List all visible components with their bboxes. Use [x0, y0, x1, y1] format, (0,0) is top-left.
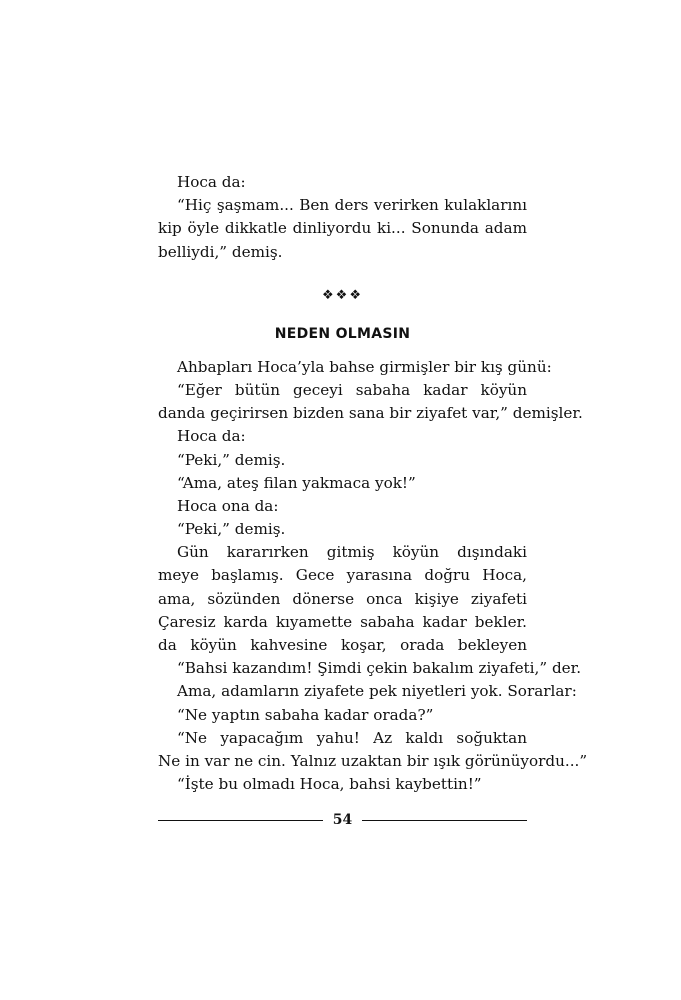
- text-line: “Hiç şaşmam... Ben ders verirken kulaklarını: [177, 196, 527, 215]
- text-line: “İşte bu olmadı Hoca, bahsi kaybettin!”: [177, 775, 482, 794]
- footer-rule-left: [158, 820, 323, 821]
- text-line: da köyün kahvesine koşar, orada bekleyen: [158, 636, 527, 654]
- text-line: “Bahsi kazandım! Şimdi çekin bakalım ziyafeti,” der.: [177, 659, 582, 678]
- page-footer: [158, 808, 527, 832]
- text-line: Gün kararırken gitmiş köyün dışındaki: [177, 543, 527, 562]
- text-line: Ne in var ne cin. Yalnız uzaktan bir ışık görünüyordu...”: [158, 751, 588, 770]
- footer-rule-right: [362, 820, 527, 821]
- section-divider-ornament: ❖❖❖: [322, 287, 363, 303]
- text-line: “Peki,” demiş.: [177, 450, 286, 469]
- text-line: Hoca da:: [177, 427, 246, 446]
- text-line: “Eğer bütün geceyi sabaha kadar köyün: [177, 380, 527, 399]
- text-line: belliydi,” demiş.: [158, 242, 283, 261]
- page-body: [158, 171, 588, 796]
- text-line: ama, sözünden dönerse onca kişiye ziyafeti: [158, 589, 527, 608]
- text-line: Hoca ona da:: [177, 496, 279, 515]
- text-line: kip öyle dikkatle dinliyordu ki... Sonunda adam: [158, 219, 527, 238]
- text-line: “Ne yapacağım yahu! Az kaldı soğuktan: [177, 728, 527, 747]
- text-line: Ahbapları Hoca’yla bahse girmişler bir kış günü:: [177, 357, 552, 376]
- text-line: “Ne yaptın sabaha kadar orada?”: [177, 705, 434, 724]
- text-line: “Ama, ateş filan yakmaca yok!”: [177, 473, 416, 492]
- text-line: Hoca da:: [177, 173, 246, 191]
- text-line: Çaresiz karda kıyamette sabaha kadar bekler.: [158, 612, 527, 631]
- page-number: 54: [332, 812, 353, 828]
- text-line: danda geçirirsen bizden sana bir ziyafet var,” demişler.: [158, 404, 583, 423]
- story-heading: NEDEN OLMASIN: [274, 325, 411, 342]
- text-line: meye başlamış. Gece yarasına doğru Hoca,: [158, 566, 527, 585]
- text-line: Ama, adamların ziyafete pek niyetleri yok. Sorarlar:: [177, 682, 577, 701]
- text-line: “Peki,” demiş.: [177, 520, 286, 539]
